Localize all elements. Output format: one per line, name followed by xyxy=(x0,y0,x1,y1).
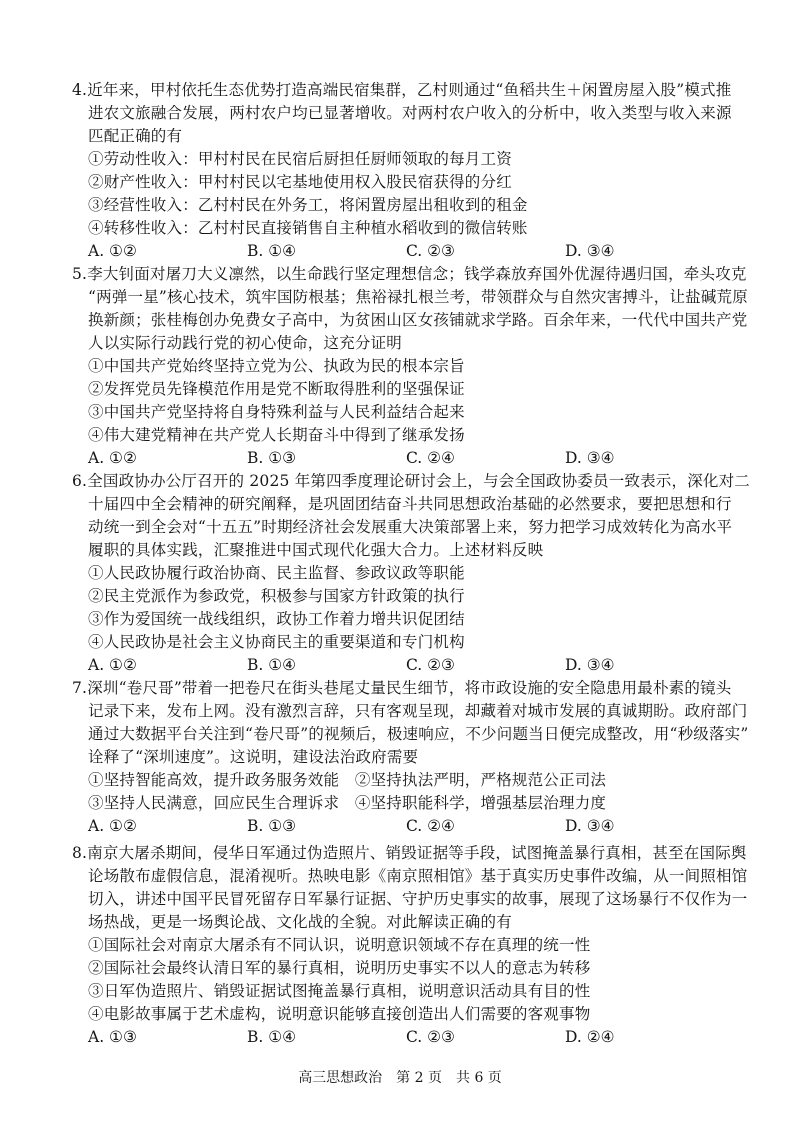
question-stem-line: 履职的具体实践，汇聚推进中国式现代化强大合力。上述材料反映 xyxy=(88,541,544,559)
option-d[interactable]: D. ③④ xyxy=(565,449,615,467)
statement-1: ①国际社会对南京大屠杀有不同认识，说明意识领域不存在真理的统一性 xyxy=(88,936,591,954)
question-stem-line: 5.李大钊面对屠刀大义凛然，以生命践行坚定理想信念；钱学森放弃国外优渥待遇归国，牵头攻克 xyxy=(72,265,747,283)
question-stem-line: 人以实际行动践行党的初心使命，这充分证明 xyxy=(88,334,403,352)
statement-4: ④人民政协是社会主义协商民主的重要渠道和专门机构 xyxy=(88,633,465,651)
statement-2: ②民主党派作为参政党，积极参与国家方针政策的执行 xyxy=(88,587,465,605)
statements-3-4: ③坚持人民满意，回应民生合理诉求 ④坚持职能科学，增强基层治理力度 xyxy=(88,794,607,812)
statement-2: ②国际社会最终认清日军的暴行真相，说明历史事实不以人的意志为转移 xyxy=(88,959,591,977)
option-c[interactable]: C. ②③ xyxy=(406,1028,455,1046)
statement-3: ③经营性收入：乙村村民在外务工，将闲置房屋出租收到的租金 xyxy=(88,196,528,214)
statement-4: ④伟大建党精神在共产党人长期奋斗中得到了继承发扬 xyxy=(88,426,465,444)
question-stem-line: 动统一到全会对“十五五”时期经济社会发展重大决策部署上来，努力把学习成效转化为高水平 xyxy=(88,518,733,536)
option-c[interactable]: C. ②④ xyxy=(406,449,455,467)
option-d[interactable]: D. ③④ xyxy=(565,242,615,260)
option-d[interactable]: D. ③④ xyxy=(565,656,615,674)
question-stem-line: 十届四中全会精神的研究阐释，是巩固团结奋斗共同思想政治基础的必然要求，要把思想和行 xyxy=(88,495,732,513)
statement-1: ①中国共产党始终坚持立党为公、执政为民的根本宗旨 xyxy=(88,357,465,375)
question-stem-line: 进农文旅融合发展，两村农户均已显著增收。对两村农户收入的分析中，收入类型与收入来源 xyxy=(88,104,732,122)
option-a[interactable]: A. ①② xyxy=(88,817,137,835)
option-c[interactable]: C. ②③ xyxy=(406,656,455,674)
option-d[interactable]: D. ②④ xyxy=(565,1028,615,1046)
statement-3: ③日军伪造照片、销毁证据试图掩盖暴行真相，说明意识活动具有目的性 xyxy=(88,982,591,1000)
statement-2: ②财产性收入：甲村村民以宅基地使用权入股民宿获得的分红 xyxy=(88,173,512,191)
option-b[interactable]: B. ①④ xyxy=(247,242,297,260)
question-stem-line: “两弹一星”核心技术，筑牢国防根基；焦裕禄扎根兰考，带领群众与自然灾害搏斗，让盐碱荒原 xyxy=(88,288,748,306)
question-stem-line: 诠释了“深圳速度”。这说明，建设法治政府需要 xyxy=(88,748,419,766)
question-stem-line: 通过大数据平台关注到“卷尺哥”的视频后，极速响应，不少问题当日便完成整改，用“秒级落实” xyxy=(88,725,749,743)
statements-1-2: ①坚持智能高效，提升政务服务效能 ②坚持执法严明，严格规范公正司法 xyxy=(88,771,607,789)
option-b[interactable]: B. ①③ xyxy=(247,817,297,835)
question-stem-line: 8.南京大屠杀期间，侵华日军通过伪造照片、销毁证据等手段，试图掩盖暴行真相，甚至在国际舆 xyxy=(72,844,747,862)
statement-4: ④电影故事属于艺术虚构，说明意识能够直接创造出人们需要的客观事物 xyxy=(88,1005,591,1023)
statement-3: ③作为爱国统一战线组织，政协工作着力增共识促团结 xyxy=(88,610,465,628)
question-stem-line: 7.深圳“卷尺哥”带着一把卷尺在街头巷尾丈量民生细节，将市政设施的安全隐患用最朴素的镜头 xyxy=(72,679,732,697)
option-b[interactable]: B. ①④ xyxy=(247,656,297,674)
option-c[interactable]: C. ②③ xyxy=(406,242,455,260)
question-stem-line: 6.全国政协办公厅召开的 2025 年第四季度理论研讨会上，与会全国政协委员一致表示，深化对二 xyxy=(72,472,750,490)
question-stem-line: 记录下来，发布上网。没有激烈言辞，只有客观呈现，却藏着对城市发展的真诚期盼。政府部门 xyxy=(88,702,748,720)
question-stem-line: 换新颜；张桂梅创办免费女子高中，为贫困山区女孩铺就求学路。百余年来，一代代中国共产党 xyxy=(88,311,748,329)
statement-3: ③中国共产党坚持将自身特殊利益与人民利益结合起来 xyxy=(88,403,465,421)
question-stem-line: 4.近年来，甲村依托生态优势打造高端民宿集群，乙村则通过“鱼稻共生＋闲置房屋入股”模式推 xyxy=(72,81,732,99)
statement-1: ①劳动性收入：甲村村民在民宿后厨担任厨师领取的每月工资 xyxy=(88,150,512,168)
page-footer: 高三思想政治 第 2 页 共 6 页 xyxy=(298,1070,502,1086)
statement-2: ②发挥党员先锋模范作用是党不断取得胜利的坚强保证 xyxy=(88,380,465,398)
option-a[interactable]: A. ①② xyxy=(88,449,137,467)
option-b[interactable]: B. ①④ xyxy=(247,1028,297,1046)
statement-4: ④转移性收入：乙村村民直接销售自主种植水稻收到的微信转账 xyxy=(88,219,528,237)
option-b[interactable]: B. ①③ xyxy=(247,449,297,467)
option-a[interactable]: A. ①③ xyxy=(88,1028,137,1046)
question-stem-line: 论场散布虚假信息，混淆视听。热映电影《南京照相馆》基于真实历史事件改编，从一间照相馆 xyxy=(88,867,748,885)
option-d[interactable]: D. ③④ xyxy=(565,817,615,835)
option-c[interactable]: C. ②④ xyxy=(406,817,455,835)
option-a[interactable]: A. ①② xyxy=(88,242,137,260)
question-stem-line: 切入，讲述中国平民冒死留存日军暴行证据、守护历史事实的故事，展现了这场暴行不仅作为一 xyxy=(88,890,748,908)
statement-1: ①人民政协履行政治协商、民主监督、参政议政等职能 xyxy=(88,564,465,582)
option-a[interactable]: A. ①② xyxy=(88,656,137,674)
question-stem-line: 匹配正确的有 xyxy=(88,127,183,145)
question-stem-line: 场热战，更是一场舆论战、文化战的全貌。对此解读正确的有 xyxy=(88,913,512,931)
